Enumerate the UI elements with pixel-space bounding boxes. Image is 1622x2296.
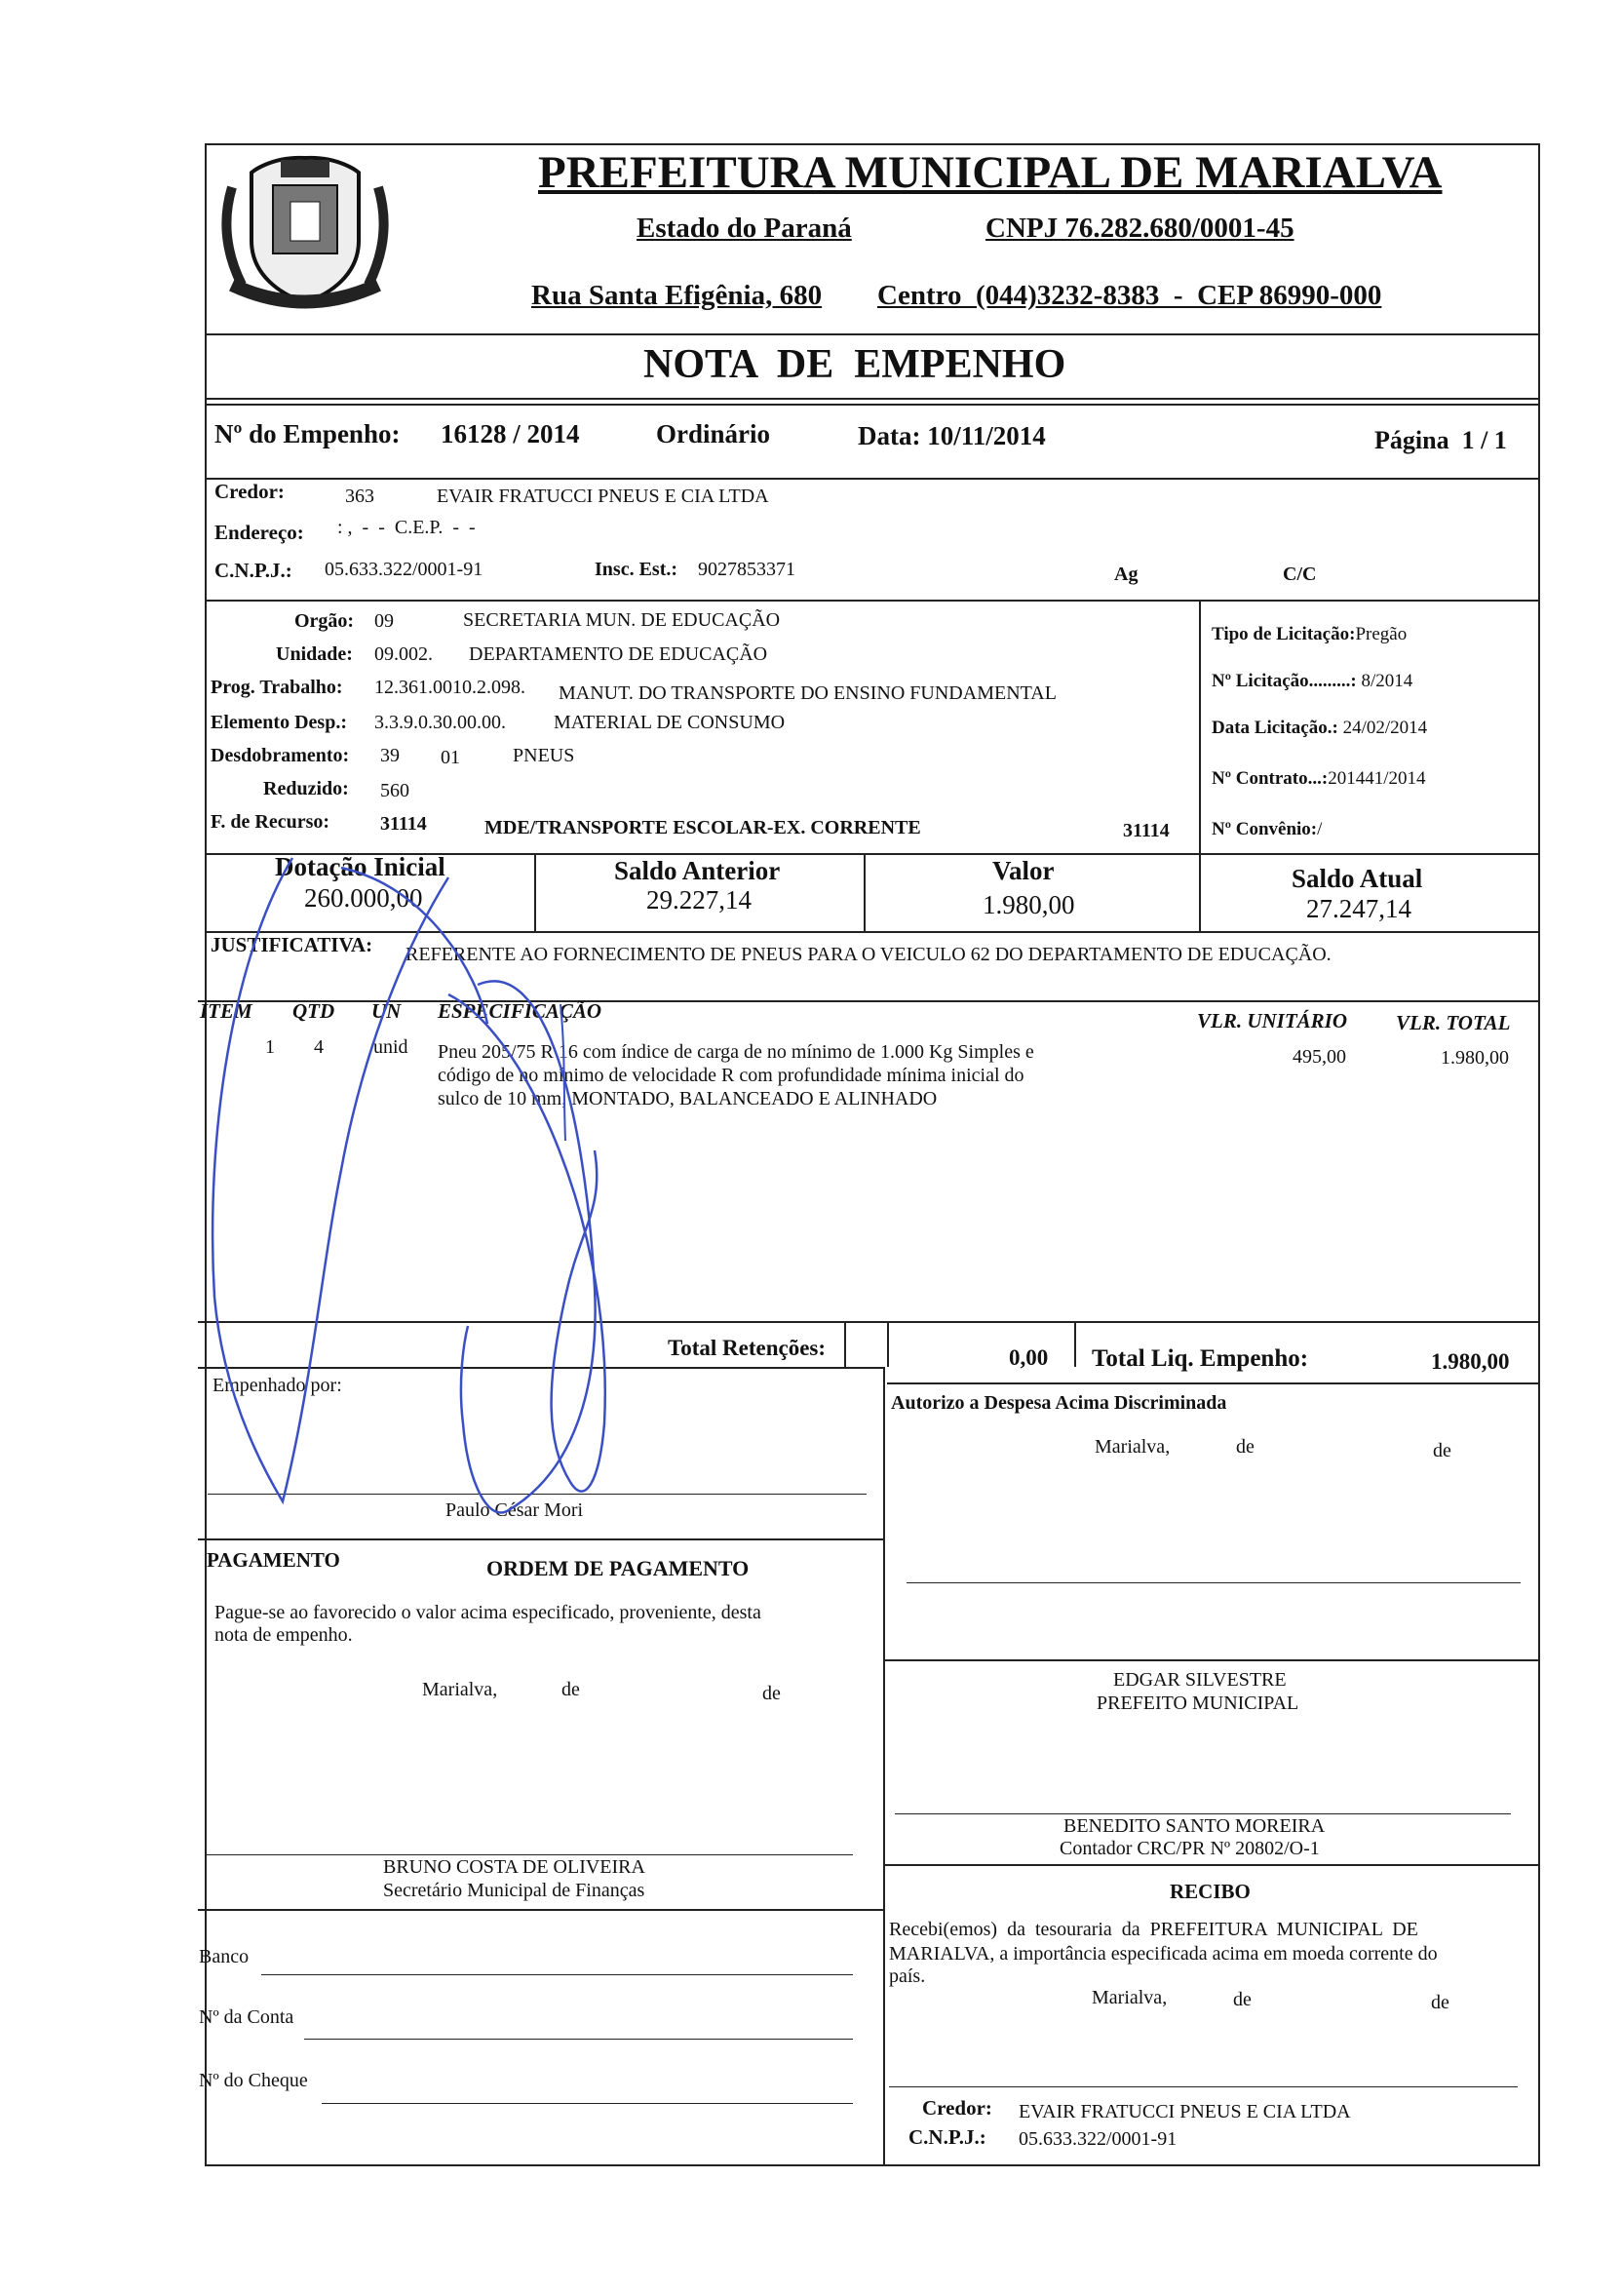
dotacao-inicial-value: 260.000,00: [304, 883, 423, 913]
page-number: Página 1 / 1: [1374, 426, 1507, 454]
municipality-title: PREFEITURA MUNICIPAL DE MARIALVA: [538, 147, 1443, 198]
reduzido-label: Reduzido:: [263, 778, 349, 799]
elem-label: Elemento Desp.:: [211, 712, 347, 733]
credor-cnpj: 05.633.322/0001-91: [325, 559, 483, 580]
justificativa-label: JUSTIFICATIVA:: [211, 933, 373, 956]
handwritten-signature: [195, 838, 643, 1521]
desd-code: 39: [380, 745, 400, 766]
col-header-especificacao: ESPECIFICAÇÃO: [438, 999, 602, 1023]
valor-value: 1.980,00: [983, 890, 1075, 919]
orgao-code: 09: [374, 610, 394, 632]
recibo-de-2: de: [1431, 1992, 1449, 2013]
desd-sub: 01: [441, 747, 460, 768]
row-un: unid: [373, 1036, 408, 1058]
saldo-anterior-label: Saldo Anterior: [614, 856, 781, 885]
insc-value: 9027853371: [698, 559, 795, 580]
saldo-atual-label: Saldo Atual: [1292, 864, 1423, 893]
credor-name: EVAIR FRATUCCI PNEUS E CIA LTDA: [437, 486, 769, 507]
unidade-name: DEPARTAMENTO DE EDUCAÇÃO: [469, 643, 768, 665]
credor-cnpj-label: C.N.P.J.:: [214, 559, 292, 582]
recibo-place: Marialva,: [1092, 1987, 1168, 2008]
cc-label: C/C: [1283, 564, 1317, 585]
row-item: 1: [265, 1036, 275, 1058]
tipo-licitacao-label: Tipo de Licitação:: [1212, 624, 1356, 644]
unidade-code: 09.002.: [374, 643, 433, 665]
total-retencoes-label: Total Retenções:: [668, 1336, 827, 1360]
justificativa-text: REFERENTE AO FORNECIMENTO DE PNEUS PARA O VEICULO 62 DO DEPARTAMENTO DE EDUCAÇÃO.: [406, 944, 1332, 965]
autorizo-place: Marialva,: [1095, 1436, 1171, 1458]
elem-name: MATERIAL DE CONSUMO: [554, 712, 786, 733]
recibo-text-2: MARIALVA, a importância especificada acima em moeda corrente do: [889, 1943, 1438, 1965]
ag-label: Ag: [1114, 564, 1139, 585]
orgao-label: Orgão:: [294, 610, 355, 632]
empenho-date: Data: 10/11/2014: [858, 421, 1046, 450]
convenio-label: Nº Convênio:: [1212, 819, 1318, 839]
secretario-name: BRUNO COSTA DE OLIVEIRA: [383, 1856, 645, 1878]
secretario-title: Secretário Municipal de Finanças: [383, 1880, 645, 1901]
autorizo-label: Autorizo a Despesa Acima Discriminada: [891, 1392, 1227, 1414]
col-header-qtd: QTD: [292, 999, 335, 1023]
municipality-address: Rua Santa Efigênia, 680: [531, 280, 823, 311]
recibo-cnpj: 05.633.322/0001-91: [1019, 2128, 1178, 2150]
recibo-text-3: país.: [889, 1965, 926, 1987]
fonte-code: 31114: [380, 813, 427, 835]
recibo-cnpj-label: C.N.P.J.:: [908, 2125, 986, 2149]
state-name: Estado do Paraná: [637, 213, 852, 244]
total-retencoes-value: 0,00: [1009, 1345, 1049, 1370]
desd-name: PNEUS: [513, 745, 575, 766]
autorizo-de-2: de: [1433, 1440, 1451, 1461]
contrato-label: Nº Contrato...:: [1212, 768, 1329, 789]
insc-label: Insc. Est.:: [595, 559, 678, 580]
contador-title: Contador CRC/PR Nº 20802/O-1: [1060, 1838, 1320, 1859]
licitacao-num: 8/2014: [1356, 671, 1413, 691]
col-header-item: ITEM: [200, 999, 252, 1023]
pagamento-de-1: de: [561, 1679, 580, 1700]
municipal-seal-icon: [212, 148, 398, 324]
contador-name: BENEDITO SANTO MOREIRA: [1063, 1815, 1326, 1837]
saldo-atual-value: 27.247,14: [1306, 894, 1411, 923]
municipality-contact: Centro (044)3232-8383 - CEP 86990-000: [877, 280, 1382, 311]
col-header-vlr-unitario: VLR. UNITÁRIO: [1197, 1009, 1348, 1032]
recibo-credor-name: EVAIR FRATUCCI PNEUS E CIA LTDA: [1019, 2101, 1351, 2122]
document-title: NOTA DE EMPENHO: [643, 342, 1066, 387]
pagamento-de-2: de: [762, 1683, 781, 1704]
convenio-value: /: [1317, 819, 1323, 839]
desd-label: Desdobramento:: [211, 745, 350, 766]
row-spec-line-1: Pneu 205/75 R 16 com índice de carga de no mínimo de 1.000 Kg Simples e: [438, 1041, 1034, 1063]
empenho-type: Ordinário: [656, 419, 771, 448]
reduzido-value: 560: [380, 780, 409, 801]
ordem-pagamento-label: ORDEM DE PAGAMENTO: [486, 1556, 750, 1580]
contrato-value: 201441/2014: [1328, 768, 1426, 789]
autorizo-de-1: de: [1236, 1436, 1255, 1458]
pagamento-text-2: nota de empenho.: [214, 1624, 353, 1646]
tipo-licitacao: Pregão: [1355, 624, 1408, 644]
fonte-label: F. de Recurso:: [211, 811, 330, 833]
col-header-un: UN: [371, 999, 402, 1023]
empenhado-por-name: Paulo César Mori: [445, 1499, 584, 1521]
licitacao-num-label: Nº Licitação.........:: [1212, 671, 1357, 691]
valor-label: Valor: [992, 856, 1055, 885]
pagamento-place: Marialva,: [422, 1679, 498, 1700]
recibo-text-1: Recebi(emos) da tesouraria da PREFEITURA MUNICIPAL DE: [889, 1919, 1418, 1940]
elem-code: 3.3.9.0.30.00.00.: [374, 712, 506, 733]
fonte-code-2: 31114: [1123, 820, 1170, 841]
empenho-number: 16128 / 2014: [441, 419, 580, 448]
pagamento-label: PAGAMENTO: [207, 1548, 340, 1572]
row-spec-line-3: sulco de 10 mm, MONTADO, BALANCEADO E ALINHADO: [438, 1088, 938, 1109]
prefeito-title: PREFEITO MUNICIPAL: [1097, 1693, 1299, 1714]
licitacao-data-label: Data Licitação.:: [1212, 718, 1338, 738]
dotacao-inicial-label: Dotação Inicial: [275, 852, 445, 881]
empenho-label: Nº do Empenho:: [214, 419, 401, 448]
saldo-anterior-value: 29.227,14: [646, 885, 752, 915]
address-label: Endereço:: [214, 521, 304, 544]
empenhado-por-label: Empenhado por:: [212, 1375, 342, 1396]
credor-label: Credor:: [214, 480, 285, 503]
cheque-label: Nº do Cheque: [199, 2070, 308, 2091]
credor-code: 363: [345, 486, 374, 507]
row-spec-line-2: código de no mínimo de velocidade R com profundidade mínima inicial do: [438, 1065, 1024, 1086]
fonte-name: MDE/TRANSPORTE ESCOLAR-EX. CORRENTE: [484, 817, 921, 838]
unidade-label: Unidade:: [276, 643, 353, 665]
licitacao-data: 24/02/2014: [1337, 718, 1428, 738]
recibo-de-1: de: [1233, 1989, 1252, 2010]
orgao-name: SECRETARIA MUN. DE EDUCAÇÃO: [463, 609, 781, 631]
recibo-credor-label: Credor:: [922, 2096, 992, 2120]
credor-address: : , - - C.E.P. - -: [337, 517, 476, 538]
municipality-cnpj: CNPJ 76.282.680/0001-45: [985, 213, 1294, 244]
row-vlr-unitario: 495,00: [1293, 1046, 1346, 1068]
banco-label: Banco: [199, 1946, 250, 1967]
prog-name: MANUT. DO TRANSPORTE DO ENSINO FUNDAMENTAL: [559, 682, 1057, 704]
recibo-title: RECIBO: [1170, 1880, 1251, 1903]
prog-code: 12.361.0010.2.098.: [374, 677, 525, 698]
prefeito-name: EDGAR SILVESTRE: [1113, 1669, 1287, 1691]
total-liq-label: Total Liq. Empenho:: [1092, 1345, 1309, 1372]
row-qtd: 4: [314, 1036, 324, 1058]
row-vlr-total: 1.980,00: [1441, 1047, 1509, 1069]
pagamento-text-1: Pague-se ao favorecido o valor acima especificado, proveniente, desta: [214, 1602, 761, 1623]
prog-label: Prog. Trabalho:: [211, 677, 343, 698]
conta-label: Nº da Conta: [199, 2006, 294, 2028]
col-header-vlr-total: VLR. TOTAL: [1396, 1011, 1511, 1034]
total-liq-value: 1.980,00: [1431, 1349, 1510, 1374]
